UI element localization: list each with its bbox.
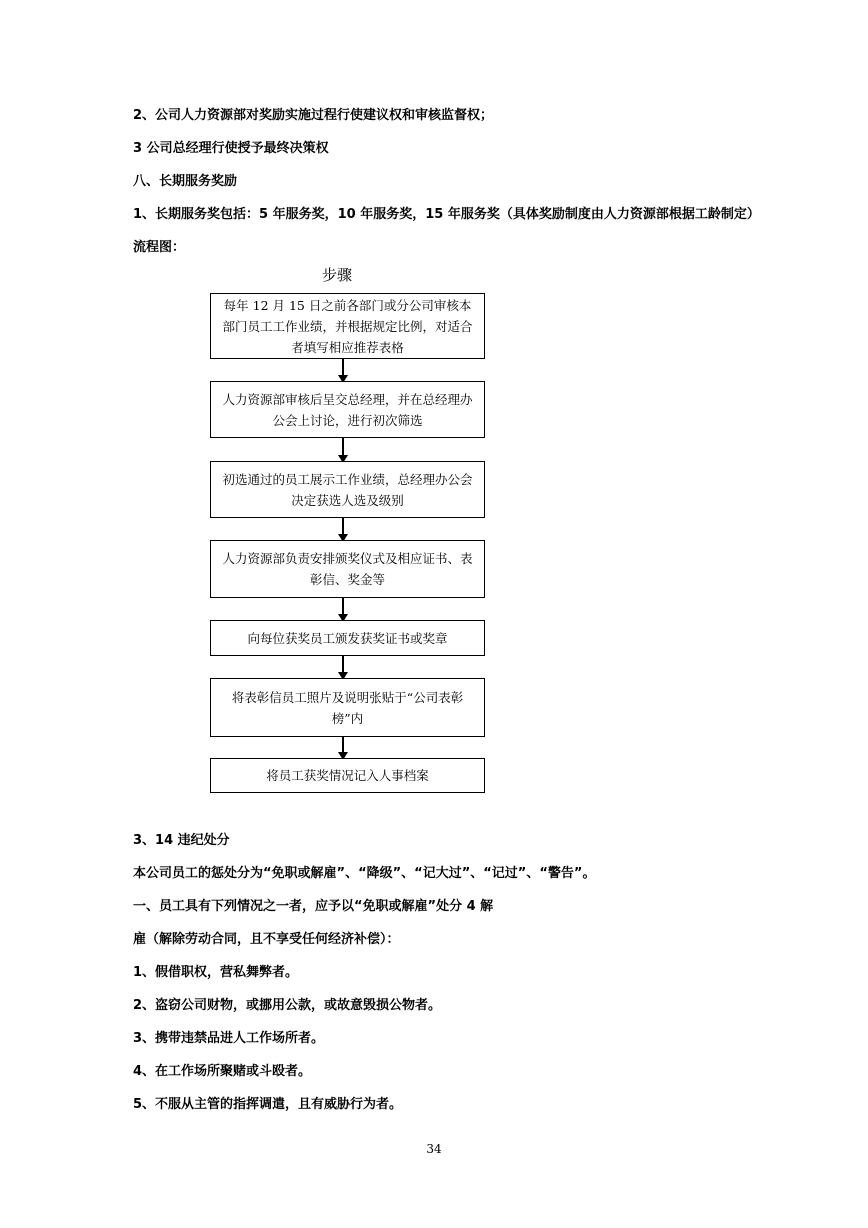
paragraph-line: 1、长期服务奖包括：5 年服务奖，10 年服务奖，15 年服务奖（具体奖励制度由人力资源部根据工龄制定） bbox=[133, 207, 760, 222]
flow-step bbox=[210, 461, 485, 518]
flow-arrow bbox=[342, 359, 344, 381]
paragraph-line: 雇（解除劳动合同，且不享受任何经济补偿）： bbox=[133, 932, 400, 947]
flow-arrow bbox=[342, 656, 344, 678]
flow-arrow bbox=[342, 598, 344, 620]
list-item: 4、在工作场所聚赌或斗殴者。 bbox=[133, 1064, 312, 1079]
list-item: 3、携带违禁品进人工作场所者。 bbox=[133, 1031, 325, 1046]
list-item: 5、不服从主管的指挥调遣，且有威胁行为者。 bbox=[133, 1097, 403, 1112]
flow-arrow bbox=[342, 518, 344, 540]
flow-step-text: 将表彰信员工照片及说明张贴于“公司表彰榜”内 bbox=[231, 689, 464, 726]
page-number: 34 bbox=[426, 1142, 442, 1156]
paragraph-line: 2、公司人力资源部对奖励实施过程行使建议权和审核监督权； bbox=[133, 108, 494, 123]
list-item: 1、假借职权，营私舞弊者。 bbox=[133, 965, 299, 980]
section-heading: 八、长期服务奖励 bbox=[133, 174, 238, 189]
flow-step-text: 初选通过的员工展示工作业绩，总经理办公会决定获选人选及级别 bbox=[222, 471, 473, 508]
list-item: 2、盗窃公司财物，或挪用公款，或故意毁损公物者。 bbox=[133, 998, 442, 1013]
flow-arrow bbox=[342, 438, 344, 461]
flow-step-text: 向每位获奖员工颁发获奖证书或奖章 bbox=[247, 630, 448, 646]
flow-step-text: 每年 12 月 15 日之前各部门或分公司审核本部门员工工作业绩，并根据规定比例，对适合者填写相应推荐表格 bbox=[222, 297, 473, 355]
flow-step bbox=[210, 620, 485, 656]
flow-step-text: 人力资源部审核后呈交总经理，并在总经理办公会上讨论，进行初次筛选 bbox=[222, 391, 473, 428]
flow-step bbox=[210, 678, 485, 737]
paragraph-line: 3 公司总经理行使授予最终决策权 bbox=[133, 141, 329, 156]
section-heading: 3、14 违纪处分 bbox=[133, 833, 230, 848]
paragraph-line: 流程图： bbox=[133, 240, 186, 255]
flow-step bbox=[210, 293, 485, 359]
flowchart-title: 步骤 bbox=[322, 266, 353, 284]
flow-arrow bbox=[342, 737, 344, 758]
flow-step bbox=[210, 381, 485, 438]
flow-step-text: 人力资源部负责安排颁奖仪式及相应证书、表彰信、奖金等 bbox=[222, 551, 473, 587]
flow-step bbox=[210, 758, 485, 793]
paragraph-line: 一、员工具有下列情况之一者，应予以“免职或解雇”处分 4 解 bbox=[133, 899, 494, 914]
flow-step-text: 将员工获奖情况记入人事档案 bbox=[266, 768, 429, 783]
paragraph-line: 本公司员工的惩处分为“免职或解雇”、“降级”、“记大过”、“记过”、“警告”。 bbox=[133, 866, 596, 881]
flow-step bbox=[210, 540, 485, 598]
